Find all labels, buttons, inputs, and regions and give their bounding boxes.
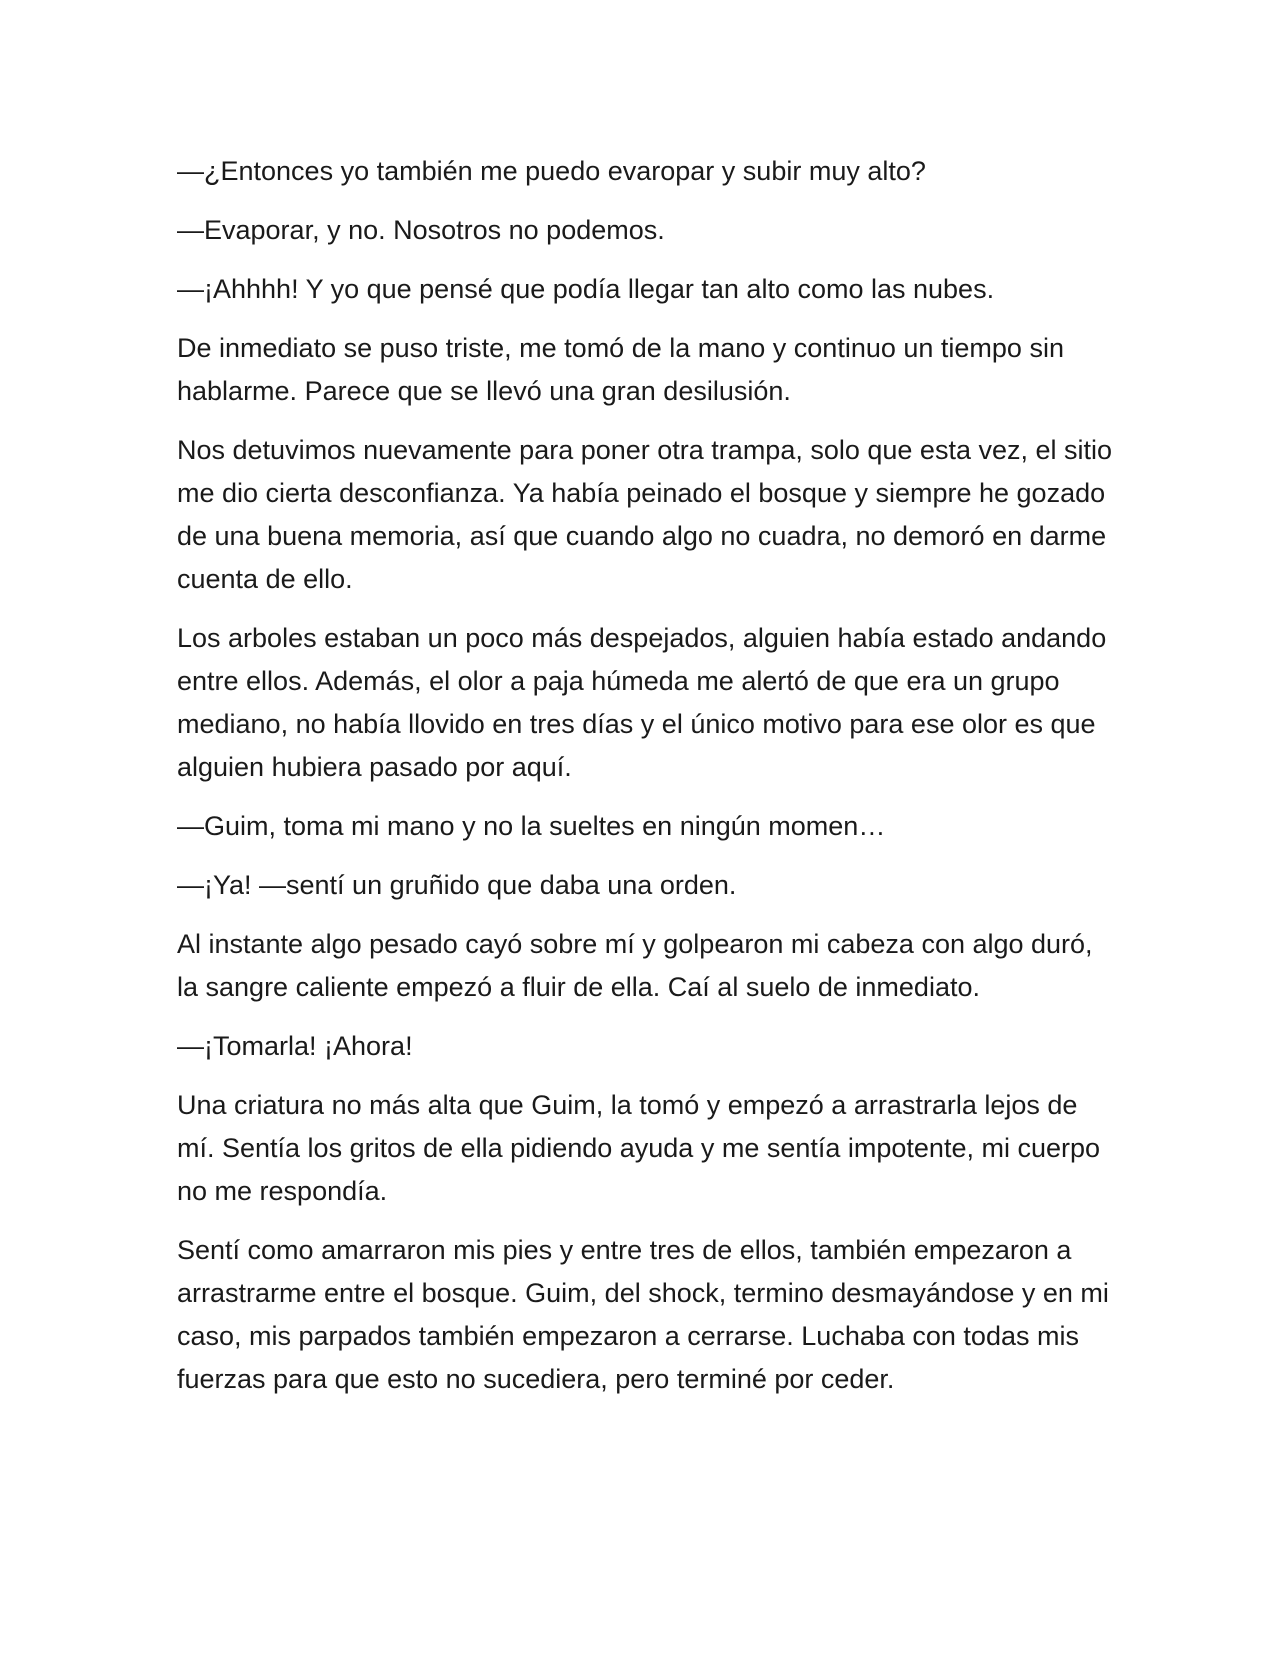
paragraph-9: Al instante algo pesado cayó sobre mí y golpearon mi cabeza con algo duró, la sangre caliente empezó a fluir de ella. Caí al suelo de inmediato. [177, 929, 1093, 1002]
paragraph-1: —¿Entonces yo también me puedo evaropar y subir muy alto? [177, 156, 926, 186]
paragraph-6: Los arboles estaban un poco más despejados, alguien había estado andando entre ellos. Además, el olor a paja húmeda me alertó de que era un grupo mediano, no había llovido en tres días y el único motivo para ese olor es que alguien hubiera pasado por aquí. [177, 623, 1107, 782]
paragraph-7: —Guim, toma mi mano y no la sueltes en ningún momen… [177, 811, 886, 841]
paragraph-2: —Evaporar, y no. Nosotros no podemos. [177, 215, 665, 245]
paragraph-4: De inmediato se puso triste, me tomó de la mano y continuo un tiempo sin hablarme. Parece que se llevó una gran desilusión. [177, 333, 1064, 406]
document-body [177, 150, 1117, 1417]
paragraph-3: —¡Ahhhh! Y yo que pensé que podía llegar tan alto como las nubes. [177, 274, 995, 304]
paragraph-11: Una criatura no más alta que Guim, la tomó y empezó a arrastrarla lejos de mí. Sentía los gritos de ella pidiendo ayuda y me sentía impotente, mi cuerpo no me respondía. [177, 1090, 1101, 1206]
paragraph-5: Nos detuvimos nuevamente para poner otra trampa, solo que esta vez, el sitio me dio cierta desconfianza. Ya había peinado el bosque y siempre he gozado de una buena memoria, así que cuando algo no cuadra, no demoró en darme cuenta de ello. [177, 435, 1113, 594]
paragraph-10: —¡Tomarla! ¡Ahora! [177, 1031, 413, 1061]
paragraph-12: Sentí como amarraron mis pies y entre tres de ellos, también empezaron a arrastrarme entre el bosque. Guim, del shock, termino desmayándose y en mi caso, mis parpados también empezaron a cerrarse. Luchaba con todas mis fuerzas para que esto no sucediera, pero terminé por ceder. [177, 1235, 1109, 1394]
paragraph-8: —¡Ya! —sentí un gruñido que daba una orden. [177, 870, 737, 900]
